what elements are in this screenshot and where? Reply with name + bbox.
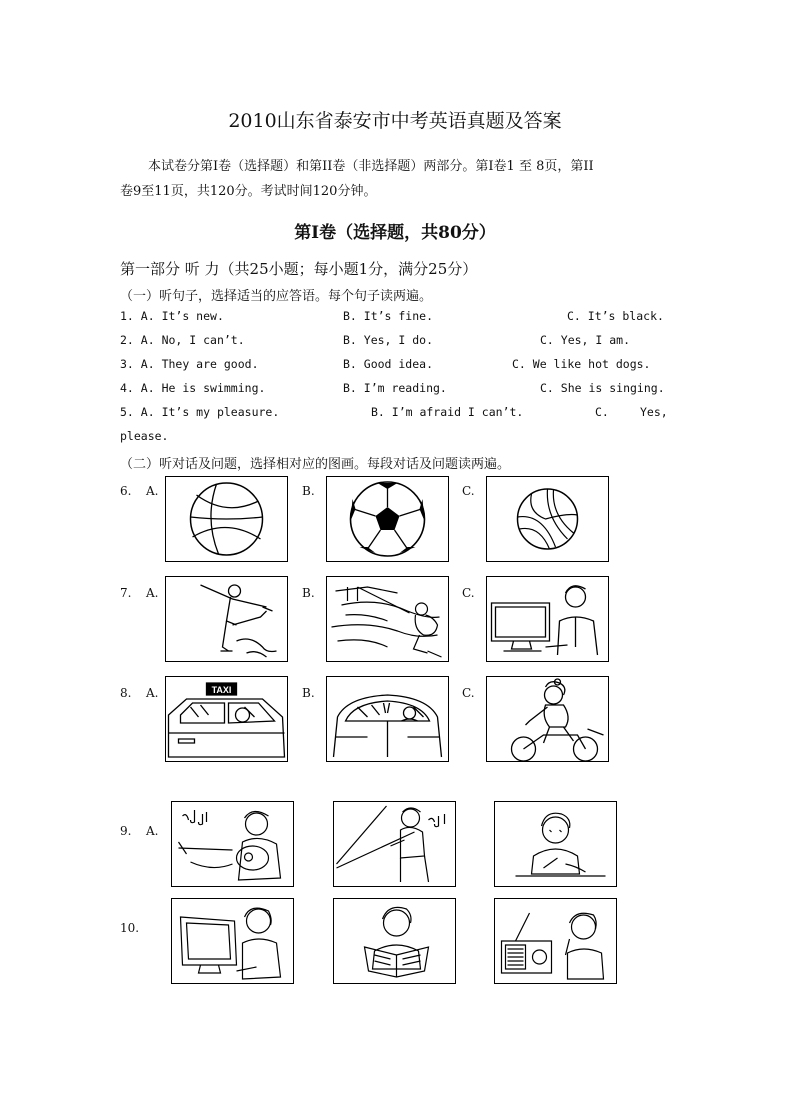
skating-icon <box>165 576 288 662</box>
volleyball-icon <box>486 476 609 562</box>
intro-line-2: 卷9至11页，共120分。考试时间120分钟。 <box>120 184 377 199</box>
q7-label-a: A. <box>146 586 159 600</box>
q8-label-b: B. <box>302 686 315 700</box>
q5-option-a: 5. A. It’s my pleasure. <box>120 405 280 419</box>
q5-option-c-text: Yes, <box>640 405 668 419</box>
fishing-icon <box>326 576 449 662</box>
q5-option-b: B. I’m afraid I can’t. <box>371 405 524 419</box>
q9-label-a: A. <box>146 824 159 838</box>
guitar-player-icon <box>171 801 294 887</box>
subsection-2-title: （二）听对话及问题，选择相对应的图画。每段对话及问题读两遍。 <box>120 457 511 472</box>
q8-label-a: A. <box>146 686 159 700</box>
q2-option-c: C. Yes, I am. <box>540 333 631 347</box>
q6-label-b: B. <box>302 484 315 498</box>
soccer-ball-icon <box>326 476 449 562</box>
piano-player-icon <box>333 801 456 887</box>
q6-number: 6. <box>120 484 132 498</box>
q2-option-b: B. Yes, I do. <box>343 333 434 347</box>
part-title: 第一部分 听 力（共25小题；每小题1分，满分25分） <box>120 260 478 278</box>
q3-option-a: 3. A. They are good. <box>120 357 259 371</box>
q6-label-a: A. <box>146 484 159 498</box>
q4-option-c: C. She is singing. <box>540 381 665 395</box>
q2-option-a: 2. A. No, I can’t. <box>120 333 245 347</box>
q5-continuation: please. <box>120 429 169 443</box>
q4-option-b: B. I’m reading. <box>343 381 447 395</box>
q1-option-b: B. It’s fine. <box>343 309 434 323</box>
q9-number: 9. <box>120 824 132 838</box>
intro-line-1: 本试卷分第Ⅰ卷（选择题）和第II卷（非选择题）两部分。第Ⅰ卷1 至 8页，第II <box>148 159 594 174</box>
writing-student-icon <box>494 801 617 887</box>
subsection-1-title: （一）听句子，选择适当的应答语。每个句子读两遍。 <box>120 289 433 304</box>
q8-label-c: C. <box>462 686 475 700</box>
car-driver-icon <box>326 676 449 762</box>
taxi-icon <box>165 676 288 762</box>
basketball-icon <box>165 476 288 562</box>
q7-number: 7. <box>120 586 132 600</box>
computer-boy-icon <box>171 898 294 984</box>
q1-option-a: 1. A. It’s new. <box>120 309 224 323</box>
page-title: 2010山东省泰安市中考英语真题及答案 <box>228 110 562 132</box>
cyclist-icon <box>486 676 609 762</box>
q3-option-b: B. Good idea. <box>343 357 434 371</box>
q8-number: 8. <box>120 686 132 700</box>
reading-boy-icon <box>333 898 456 984</box>
q7-label-c: C. <box>462 586 475 600</box>
q6-label-c: C. <box>462 484 475 498</box>
radio-listener-icon <box>494 898 617 984</box>
q1-option-c: C. It’s black. <box>567 309 664 323</box>
q10-number: 10. <box>120 921 140 935</box>
computer-user-icon <box>486 576 609 662</box>
q4-option-a: 4. A. He is swimming. <box>120 381 266 395</box>
taxi-sign-text: TAXI <box>211 685 232 695</box>
q5-option-c: C. <box>595 405 609 419</box>
q3-option-c: C. We like hot dogs. <box>512 357 651 371</box>
section-title: 第Ⅰ卷（选择题，共80分） <box>294 223 496 243</box>
q7-label-b: B. <box>302 586 315 600</box>
